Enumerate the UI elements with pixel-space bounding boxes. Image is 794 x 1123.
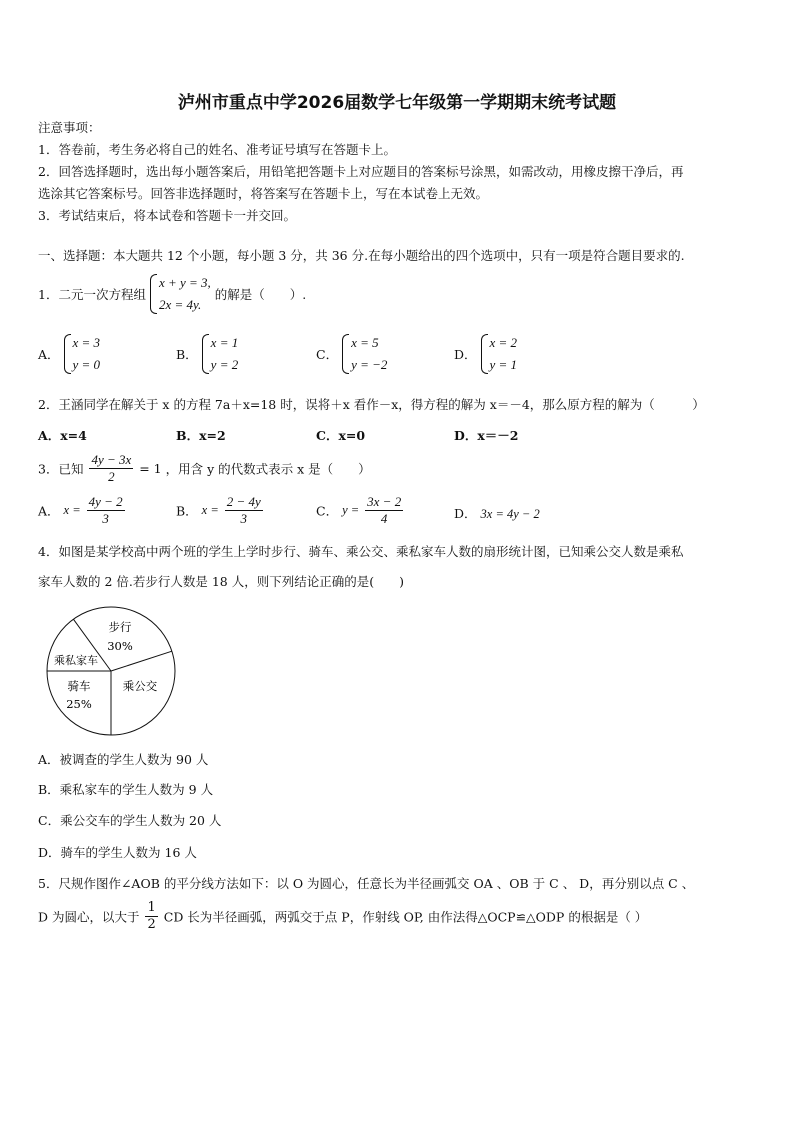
option-line: y = 1 bbox=[489, 357, 518, 372]
pie-label-bike-pct: 25% bbox=[66, 697, 92, 711]
q1-eq1: x + y = 3, bbox=[158, 275, 211, 290]
option-line: x = 5 bbox=[351, 335, 379, 350]
option-label: B． bbox=[176, 503, 198, 519]
option-system bbox=[342, 332, 387, 376]
option-fraction bbox=[225, 494, 263, 527]
option-lhs: x = bbox=[201, 503, 219, 517]
option-label: A． bbox=[38, 503, 60, 519]
q3-option-d[interactable] bbox=[454, 504, 540, 522]
pie-chart bbox=[42, 604, 182, 738]
option-lhs: x = bbox=[63, 503, 81, 517]
option-system bbox=[481, 332, 518, 376]
q4-option-d[interactable]: D．骑车的学生人数为 16 人 bbox=[38, 845, 197, 860]
question-5-line-1: 5．尺规作图作∠AOB 的平分线方法如下：以 O 为圆心，任意长为半径画弧交 OA 、OB 于 C 、 D，再分别以点 C 、 bbox=[38, 876, 695, 891]
question-5-line-2 bbox=[38, 900, 647, 933]
option-label: C． bbox=[316, 347, 339, 362]
notice-item-3: 3．考试结束后，将本试卷和答题卡一并交回。 bbox=[38, 208, 296, 223]
option-label: D． bbox=[454, 347, 477, 362]
q4-option-c[interactable]: C．乘公交车的学生人数为 20 人 bbox=[38, 813, 222, 828]
q1-option-a[interactable] bbox=[38, 332, 100, 376]
q4-option-a[interactable]: A．被调查的学生人数为 90 人 bbox=[38, 752, 209, 767]
option-line: x = 1 bbox=[210, 335, 239, 350]
q5-text-pre: D 为圆心，以大于 bbox=[38, 909, 140, 925]
q2-option-b[interactable]: B．x=2 bbox=[176, 428, 226, 443]
brace-icon bbox=[481, 334, 488, 374]
section-heading: 一、选择题：本大题共 12 个小题，每小题 3 分，共 36 分.在每小题给出的四个选项中，只有一项是符合题目要求的. bbox=[38, 248, 685, 263]
q5-text-post: CD 长为半径画弧，两弧交于点 P，作射线 OP, 由作法得△OCP≌△ODP 的根据是（ ） bbox=[163, 909, 648, 925]
q1-option-b[interactable] bbox=[176, 332, 238, 376]
q5-fraction bbox=[145, 900, 157, 933]
option-lhs: y = bbox=[342, 503, 360, 517]
brace-icon bbox=[150, 274, 157, 314]
numerator: 1 bbox=[147, 900, 156, 915]
q3-option-c[interactable] bbox=[316, 494, 405, 527]
option-system bbox=[64, 332, 101, 376]
numerator: 2 − 4y bbox=[226, 494, 261, 509]
option-system bbox=[202, 332, 239, 376]
option-label: B． bbox=[176, 347, 198, 362]
pie-label-car: 乘私家车 bbox=[54, 654, 98, 667]
q2-option-a[interactable]: A．x=4 bbox=[38, 428, 87, 443]
denominator: 3 bbox=[102, 511, 109, 526]
denominator: 4 bbox=[380, 511, 388, 526]
brace-icon bbox=[64, 334, 71, 374]
q2-option-d[interactable]: D．x＝－2 bbox=[454, 428, 519, 443]
numerator: 3x − 2 bbox=[367, 494, 402, 509]
question-3 bbox=[38, 452, 371, 485]
pie-label-walk-pct: 30% bbox=[107, 639, 133, 653]
q4-option-b[interactable]: B．乘私家车的学生人数为 9 人 bbox=[38, 782, 214, 797]
denominator: 2 bbox=[147, 917, 156, 932]
pie-divider-walk-bus bbox=[111, 651, 172, 671]
notice-item-2-cont: 选涂其它答案标号。回答非选择题时，将答案写在答题卡上，写在本试卷上无效。 bbox=[38, 186, 489, 201]
question-4-line-2: 家车人数的 2 倍.若步行人数是 18 人，则下列结论正确的是( ) bbox=[38, 574, 404, 589]
pie-label-bike: 骑车 bbox=[67, 679, 91, 693]
q3-prefix: 3．已知 bbox=[38, 461, 84, 477]
notice-item-2: 2．回答选择题时，选出每小题答案后，用铅笔把答题卡上对应题目的答案标号涂黑，如需改动，用橡皮擦干净后，再 bbox=[38, 164, 684, 179]
pie-label-walk: 步行 bbox=[108, 620, 132, 634]
q1-suffix: 的解是（ ）. bbox=[214, 287, 307, 302]
q1-option-d[interactable] bbox=[454, 332, 517, 376]
q3-option-a[interactable] bbox=[38, 494, 127, 527]
option-line: y = 2 bbox=[210, 357, 239, 372]
notice-heading: 注意事项： bbox=[38, 120, 101, 135]
option-fraction bbox=[87, 494, 125, 527]
option-label: A． bbox=[38, 347, 60, 362]
option-label: C． bbox=[316, 503, 339, 519]
numerator: 4y − 2 bbox=[88, 494, 123, 509]
question-4-line-1: 4．如图是某学校高中两个班的学生上学时步行、骑车、乘公交、乘私家车人数的扇形统计图，已知乘公交人数是乘私 bbox=[38, 544, 684, 559]
q3-fraction bbox=[89, 452, 133, 485]
q1-equation-system bbox=[150, 272, 211, 316]
question-1 bbox=[38, 272, 306, 316]
option-line: y = −2 bbox=[351, 357, 388, 372]
pie-label-bus: 乘公交 bbox=[122, 679, 158, 693]
question-2: 2．王涵同学在解关于 x 的方程 7a＋x=18 时，误将＋x 看作－x，得方程的解为 x＝－4，那么原方程的解为（ ） bbox=[38, 397, 705, 412]
q3-rhs: = 1 bbox=[139, 461, 162, 476]
option-line: x = 3 bbox=[72, 335, 101, 350]
option-equation: 3x = 4y − 2 bbox=[480, 507, 540, 521]
brace-icon bbox=[202, 334, 209, 374]
q1-eq2: 2x = 4y. bbox=[158, 297, 202, 312]
notice-item-1: 1．答卷前，考生务必将自己的姓名、准考证号填写在答题卡上。 bbox=[38, 142, 396, 157]
denominator: 2 bbox=[108, 469, 115, 484]
brace-icon bbox=[342, 334, 349, 374]
option-line: x = 2 bbox=[489, 335, 518, 350]
q2-option-c[interactable]: C．x=0 bbox=[316, 428, 366, 443]
numerator: 4y − 3x bbox=[91, 452, 132, 467]
denominator: 3 bbox=[240, 511, 248, 526]
q3-suffix: ，用含 y 的代数式表示 x 是（ ） bbox=[165, 461, 371, 477]
q1-prefix: 1．二元一次方程组 bbox=[38, 287, 146, 302]
option-fraction bbox=[365, 494, 403, 527]
option-line: y = 0 bbox=[72, 357, 101, 372]
q1-option-c[interactable] bbox=[316, 332, 387, 376]
page-title: 泸州市重点中学2026届数学七年级第一学期期末统考试题 bbox=[177, 93, 617, 113]
q3-option-b[interactable] bbox=[176, 494, 265, 527]
option-label: D． bbox=[454, 506, 477, 521]
